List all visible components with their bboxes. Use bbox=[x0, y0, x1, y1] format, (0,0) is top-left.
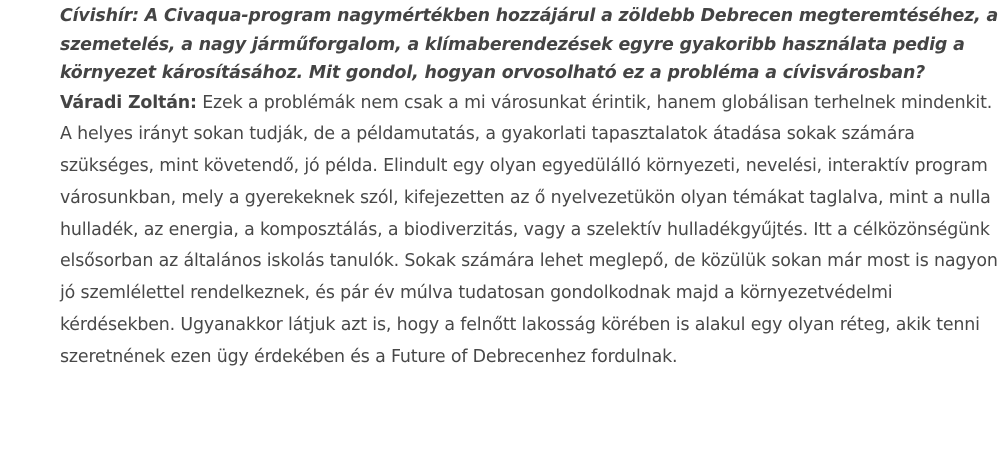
interview-answer bbox=[60, 88, 1000, 374]
answer-text: Ezek a problémák nem csak a mi városunkat érintik, hanem globálisan terhelnek mindenkit. A helyes irányt sokan tudják, de a példamutatás, a gyakorlati tapasztalatok átadása sokak számára szükséges, mint követendő, jó példa. Elindult egy olyan egyedülálló környezeti, nevelési, interaktív program városunkban, mely a gyerekeknek szól, kifejezetten az ő nyelvezetükön olyan témákat taglalva, mint a nulla hulladék, az energia, a komposztálás, a biodiverzitás, vagy a szelektív hulladékgyűjtés. Itt a célközönségünk elsősorban az általános iskolás tanulók. Sokak számára lehet meglepő, de közülük sokan már most is nagyon jó szemlélettel rendelkeznek, és pár év múlva tudatosan gondolkodnak majd a környezetvédelmi kérdésekben. Ugyanakkor látjuk azt is, hogy a felnőtt lakosság körében is alakul egy olyan réteg, akik tenni szeretnének ezen ügy érdekében és a Future of Debrecenhez fordulnak. bbox=[60, 92, 998, 367]
interview-article bbox=[60, 2, 1000, 374]
answer-speaker: Váradi Zoltán: bbox=[60, 92, 197, 113]
interview-question: Cívishír: A Civaqua-program nagymértékben hozzájárul a zöldebb Debrecen megteremtéséhez, a szemetelés, a nagy járműforgalom, a klímaberendezések egyre gyakoribb használata pedig a környezet károsításához. Mit gondol, hogyan orvosolható ez a probléma a cívisvárosban? bbox=[60, 6, 999, 83]
